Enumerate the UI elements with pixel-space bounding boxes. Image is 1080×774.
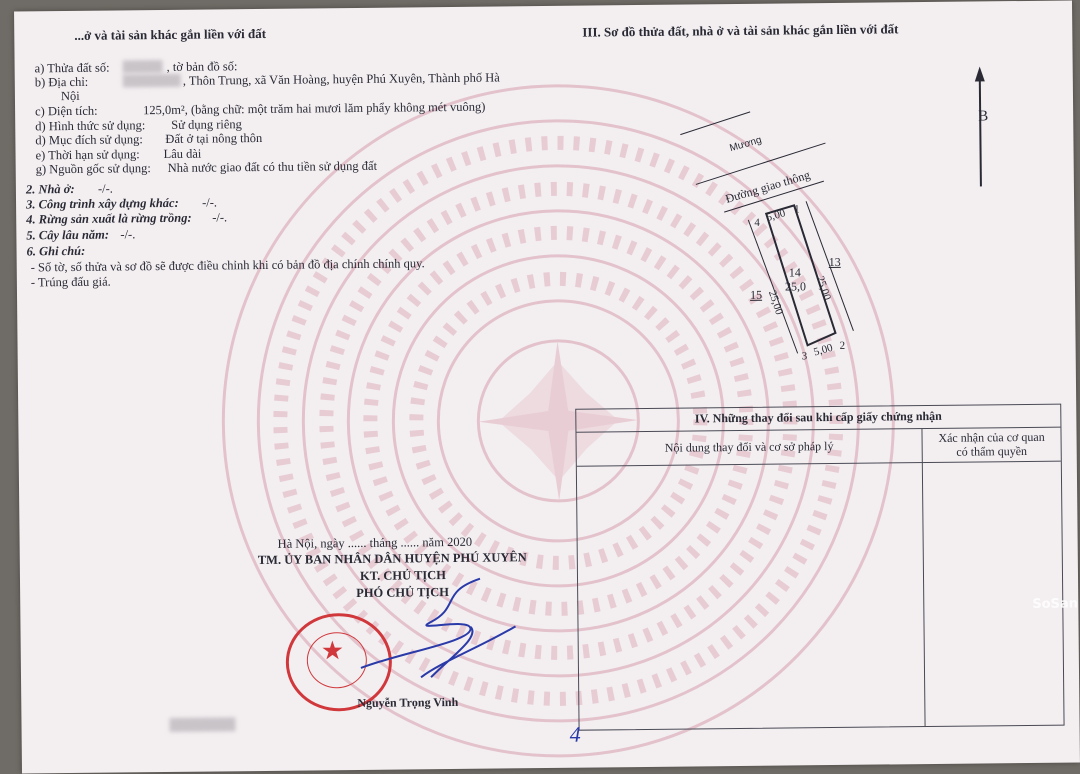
seal-star-icon: ★ <box>320 636 345 667</box>
changes-col-confirm-line2: có thẩm quyền <box>956 443 1028 459</box>
use-purpose-label: d) Mục đích sử dụng: <box>35 132 143 148</box>
notes-label: 6. Ghi chú: <box>26 243 86 259</box>
lot-number-label: 14 <box>788 265 801 280</box>
north-arrow-head <box>975 66 985 81</box>
canal-line <box>680 112 750 135</box>
side-right-label: 25,00 <box>813 274 833 302</box>
redacted-address <box>123 74 181 88</box>
neighbor-15-label: 15 <box>749 287 763 302</box>
other-construction-label: 3. Công trình xây dựng khác: <box>25 195 179 212</box>
map-section-header: III. Sơ đồ thửa đất, nhà ở và tài sản khác gắn liền với đất <box>582 21 899 40</box>
side-top-label: 5,00 <box>764 207 787 224</box>
use-form-label: d) Hình thức sử dụng: <box>35 118 146 134</box>
house-label: 2. Nhà ở: <box>25 181 75 197</box>
address-value: , Thôn Trung, xã Văn Hoàng, huyện Phú Xuyên, Thành phố Hà <box>182 70 500 88</box>
use-term-value: Lâu dài <box>163 146 202 162</box>
house-value: -/-. <box>97 181 113 196</box>
map-sheet-label: , tờ bản đồ số: <box>166 59 238 74</box>
signer-name: Nguyễn Trọng Vinh <box>357 694 459 711</box>
use-purpose-value: Đất ở tại nông thôn <box>165 130 263 146</box>
changes-table <box>575 404 1064 731</box>
corner-4-label: 4 <box>754 216 760 229</box>
sign-title: PHÓ CHỦ TỊCH <box>356 585 450 601</box>
use-origin-label: g) Nguồn gốc sử dụng: <box>35 161 151 177</box>
north-label: B <box>978 108 989 125</box>
certificate-page <box>14 0 1080 773</box>
section1-header: ...ở và tài sản khác gắn liền với đất <box>74 25 267 43</box>
perennial-trees-label: 5. Cây lâu năm: <box>26 227 110 243</box>
road-label: Đường giao thông <box>723 167 812 206</box>
sign-kt: KT. CHỦ TỊCH <box>359 568 447 583</box>
corner-3-label: 3 <box>801 350 808 363</box>
parcel-diagram <box>655 61 1018 375</box>
changes-columns-row <box>576 427 1060 467</box>
lot-area-label: 25,0 <box>784 279 807 294</box>
changes-header: IV. Những thay đổi sau khi cấp giấy chứng nhận <box>694 408 942 426</box>
redacted-serial <box>169 717 235 732</box>
changes-column-divider <box>921 428 925 726</box>
address-value-line2: Nội <box>60 88 80 104</box>
area-value: 125,0m², (bằng chữ: một trăm hai mươi lăm phẩy không mét vuông) <box>143 99 486 118</box>
land-parcel-label: a) Thửa đất số: <box>34 60 110 76</box>
sign-date: Hà Nội, ngày ...... tháng ...... năm 2020 <box>277 534 473 551</box>
production-forest-label: 4. Rừng sản xuất là rừng trồng: <box>26 210 192 227</box>
perennial-trees-value: -/-. <box>120 227 136 242</box>
redacted-parcel-number <box>123 60 163 73</box>
corner-2-label: 2 <box>839 339 846 352</box>
note-item-2: - Trúng đấu giá. <box>30 274 111 290</box>
sign-organization: TM. ỦY BAN NHÂN DÂN HUYỆN PHÚ XUYÊN <box>257 550 527 568</box>
neighbor-13-label: 13 <box>828 254 841 270</box>
north-arrow-line <box>980 71 981 186</box>
note-item-1: - Số tờ, số thửa và sơ đồ sẽ được điều chỉnh khi có bản đồ địa chính chính quy. <box>30 256 425 275</box>
use-term-label: e) Thời hạn sử dụng: <box>35 147 140 163</box>
canal-label: Mương <box>728 134 763 155</box>
production-forest-value: -/-. <box>212 210 228 225</box>
changes-col-content: Nội dung thay đổi và cơ sở pháp lý <box>664 439 834 455</box>
other-construction-value: -/-. <box>201 195 218 210</box>
area-label: c) Diện tích: <box>35 103 98 119</box>
sosanh-watermark-logo: SoSan <box>1032 596 1079 612</box>
use-form-value: Sử dụng riêng <box>171 117 242 132</box>
address-label: b) Địa chỉ: <box>34 74 89 90</box>
handwritten-page-mark: 4 <box>569 721 581 747</box>
use-origin-value: Nhà nước giao đất có thu tiền sử dụng đất <box>167 158 378 175</box>
corner-1-label: 1 <box>794 203 800 216</box>
side-left-label: 25,00 <box>765 288 786 317</box>
side-bottom-label: 5,00 <box>812 341 835 359</box>
handwritten-signature <box>320 566 541 688</box>
changes-col-confirm-line1: Xác nhận của cơ quan <box>938 429 1045 445</box>
